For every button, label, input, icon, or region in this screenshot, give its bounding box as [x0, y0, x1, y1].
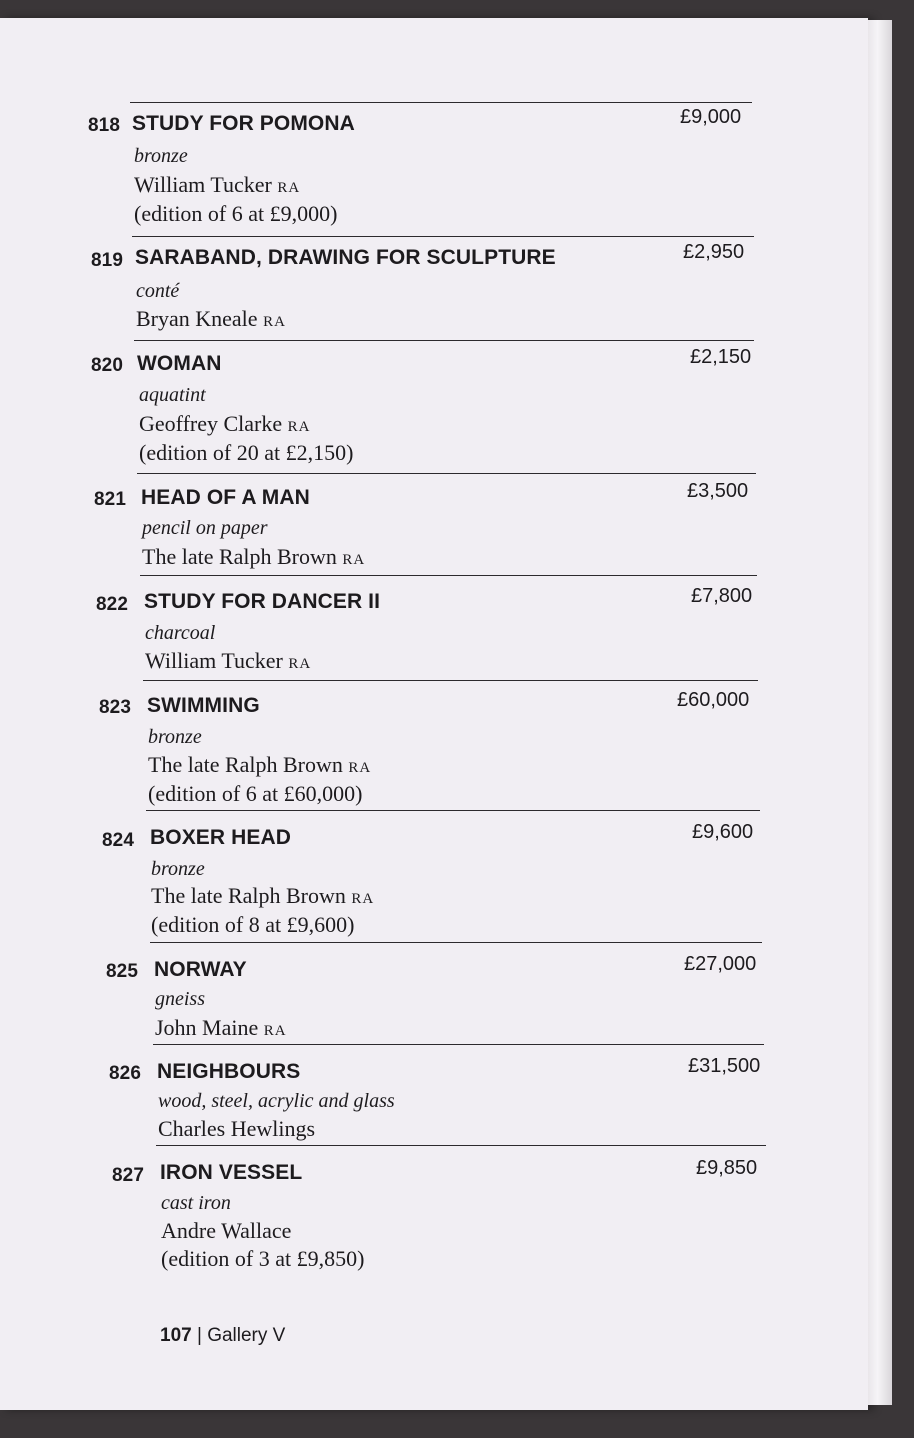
entry-medium: aquatint: [139, 384, 206, 406]
entry-price: £2,150: [690, 346, 752, 368]
entry-title: HEAD OF A MAN: [141, 486, 310, 509]
entry-number: 819: [91, 250, 124, 271]
entry-edition: (edition of 20 at £2,150): [139, 440, 354, 465]
entry-price: £2,950: [683, 241, 745, 263]
entry-title: STUDY FOR POMONA: [132, 112, 355, 135]
entry-artist: Andre Wallace: [161, 1218, 292, 1243]
entry-artist: William Tucker RA: [134, 172, 301, 197]
entry-medium: pencil on paper: [142, 517, 268, 539]
entry-artist: The late Ralph Brown RA: [148, 752, 372, 777]
entry-title: BOXER HEAD: [150, 826, 292, 849]
entry-title: WOMAN: [137, 352, 222, 375]
page-footer: [160, 1325, 285, 1347]
entry-price: £9,600: [692, 821, 754, 843]
divider-rule: [153, 1044, 764, 1045]
entry-price: £9,000: [680, 106, 742, 128]
entry-number: 822: [96, 594, 129, 615]
entry-price: £7,800: [691, 585, 753, 607]
entry-medium: conté: [136, 280, 180, 302]
entry-number: 825: [106, 961, 139, 982]
divider-rule: [134, 340, 754, 341]
entry-edition: (edition of 6 at £9,000): [134, 201, 338, 226]
page-edge: [868, 20, 892, 1405]
entry-number: 824: [102, 830, 135, 851]
entry-title: STUDY FOR DANCER II: [144, 590, 381, 613]
page-number: 107: [160, 1325, 192, 1346]
divider-rule: [143, 680, 758, 681]
entry-price: £31,500: [688, 1055, 761, 1077]
entry-edition: (edition of 6 at £60,000): [148, 781, 363, 806]
entry-title: NORWAY: [154, 958, 247, 981]
entry-number: 823: [99, 697, 132, 718]
entry-artist: Charles Hewlings: [158, 1116, 316, 1141]
divider-rule: [156, 1145, 766, 1146]
entry-price: £3,500: [687, 480, 749, 502]
entry-medium: bronze: [148, 726, 202, 748]
divider-rule: [137, 473, 756, 474]
entry-medium: wood, steel, acrylic and glass: [158, 1090, 395, 1112]
entry-artist: Bryan Kneale RA: [136, 306, 286, 331]
divider-rule: [146, 810, 760, 811]
divider-rule: [132, 236, 754, 237]
section-name: Gallery V: [207, 1325, 286, 1346]
entry-title: IRON VESSEL: [160, 1161, 303, 1184]
entry-medium: gneiss: [155, 988, 205, 1010]
entry-price: £60,000: [677, 689, 750, 711]
entry-edition: (edition of 8 at £9,600): [151, 912, 355, 937]
entry-medium: cast iron: [161, 1192, 231, 1214]
entry-artist: The late Ralph Brown RA: [151, 883, 375, 908]
divider-rule: [150, 942, 762, 943]
entry-medium: bronze: [134, 145, 188, 167]
entry-number: 820: [91, 355, 124, 376]
entry-number: 826: [109, 1063, 142, 1084]
divider-rule: [130, 102, 752, 103]
entry-number: 821: [94, 489, 127, 510]
entry-title: SWIMMING: [147, 694, 260, 717]
footer-separator: |: [196, 1325, 202, 1346]
entry-artist: Geoffrey Clarke RA: [139, 411, 311, 436]
entry-number: 818: [88, 115, 121, 136]
entry-price: £9,850: [696, 1157, 758, 1179]
entry-medium: bronze: [151, 858, 205, 880]
entry-medium: charcoal: [145, 622, 216, 644]
entry-number: 827: [112, 1165, 145, 1186]
entry-artist: John Maine RA: [155, 1015, 287, 1040]
entry-title: NEIGHBOURS: [157, 1060, 301, 1083]
entry-artist: The late Ralph Brown RA: [142, 544, 366, 569]
divider-rule: [140, 575, 757, 576]
entry-title: SARABAND, DRAWING FOR SCULPTURE: [135, 246, 556, 269]
entry-artist: William Tucker RA: [145, 648, 312, 673]
entry-price: £27,000: [684, 953, 757, 975]
entry-edition: (edition of 3 at £9,850): [161, 1246, 365, 1271]
